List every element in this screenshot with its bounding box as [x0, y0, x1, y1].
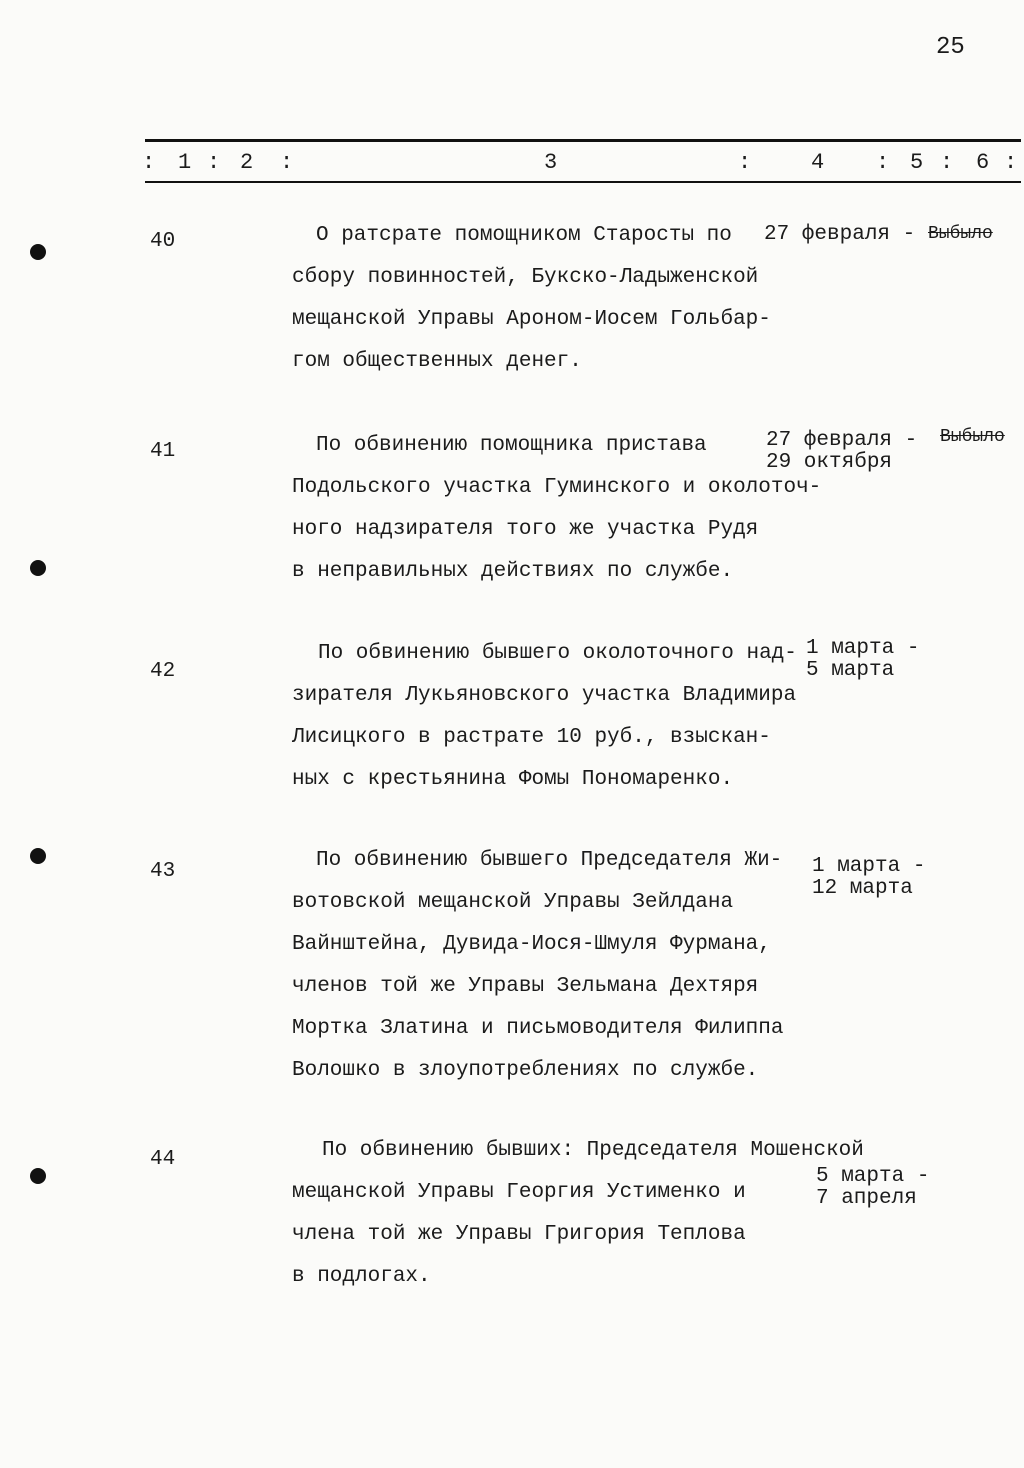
punch-hole	[30, 560, 46, 576]
column-header-row: : 1 : 2 : 3 : 4 : 5 : 6 :	[142, 150, 1018, 175]
entry-number: 42	[150, 660, 176, 683]
entry-number: 43	[150, 860, 176, 883]
entry-dates: 27 февраля - 29 октября	[766, 429, 918, 474]
punch-hole	[30, 244, 46, 260]
column-2-label: 2	[240, 150, 254, 175]
entry-description: По обвинению бывшего Председателя Жи- вотовской мещанской Управы Зейлдана Вайнштейна, Дувида-Иося-Шмуля Фурмана, членов той же Управы Зельмана Дехтяря Мортка Златина и письмоводителя Филиппа Волошко в злоупотреблениях по службе.	[292, 849, 784, 1082]
column-1-label: 1	[178, 150, 192, 175]
entry-description: По обвинению бывшего околоточного над- зирателя Лукьяновского участка Владимира Лисицкого в растрате 10 руб., взыскан- ных с крестьянина Фомы Пономаренко.	[292, 642, 797, 791]
status-mark: Выбыло	[940, 427, 1005, 447]
page-number: 25	[936, 34, 965, 61]
entry-number: 40	[150, 230, 176, 253]
entry-description: По обвинению бывших: Председателя Мошенской мещанской Управы Георгия Устименко и члена той же Управы Григория Теплова в подлогах.	[292, 1139, 864, 1288]
column-5-label: 5	[910, 150, 924, 175]
column-3-label: 3	[544, 150, 558, 175]
entry-description: По обвинению помощника пристава Подольского участка Гуминского и околоточ- ного надзирателя того же участка Рудя в неправильных действиях по службе.	[292, 434, 822, 583]
entry-number: 44	[150, 1148, 176, 1171]
header-top-rule	[145, 139, 1021, 142]
header-bottom-rule	[145, 181, 1021, 183]
status-mark: Выбыло	[928, 224, 993, 244]
entry-number: 41	[150, 440, 176, 463]
punch-hole	[30, 848, 46, 864]
entry-dates: 5 марта - 7 апреля	[816, 1165, 930, 1210]
entry-dates: 1 марта - 12 марта	[812, 855, 926, 900]
column-6-label: 6	[976, 150, 990, 175]
entry-dates: 1 марта - 5 марта	[806, 637, 920, 682]
column-4-label: 4	[811, 150, 825, 175]
entry-dates: 27 февраля -	[764, 223, 916, 246]
entry-description: О ратсрате помощником Старосты по сбору повинностей, Букско-Ладыженской мещанской Управы Ароном-Иосем Гольбар- гом общественных денег.	[292, 224, 771, 373]
punch-hole	[30, 1168, 46, 1184]
